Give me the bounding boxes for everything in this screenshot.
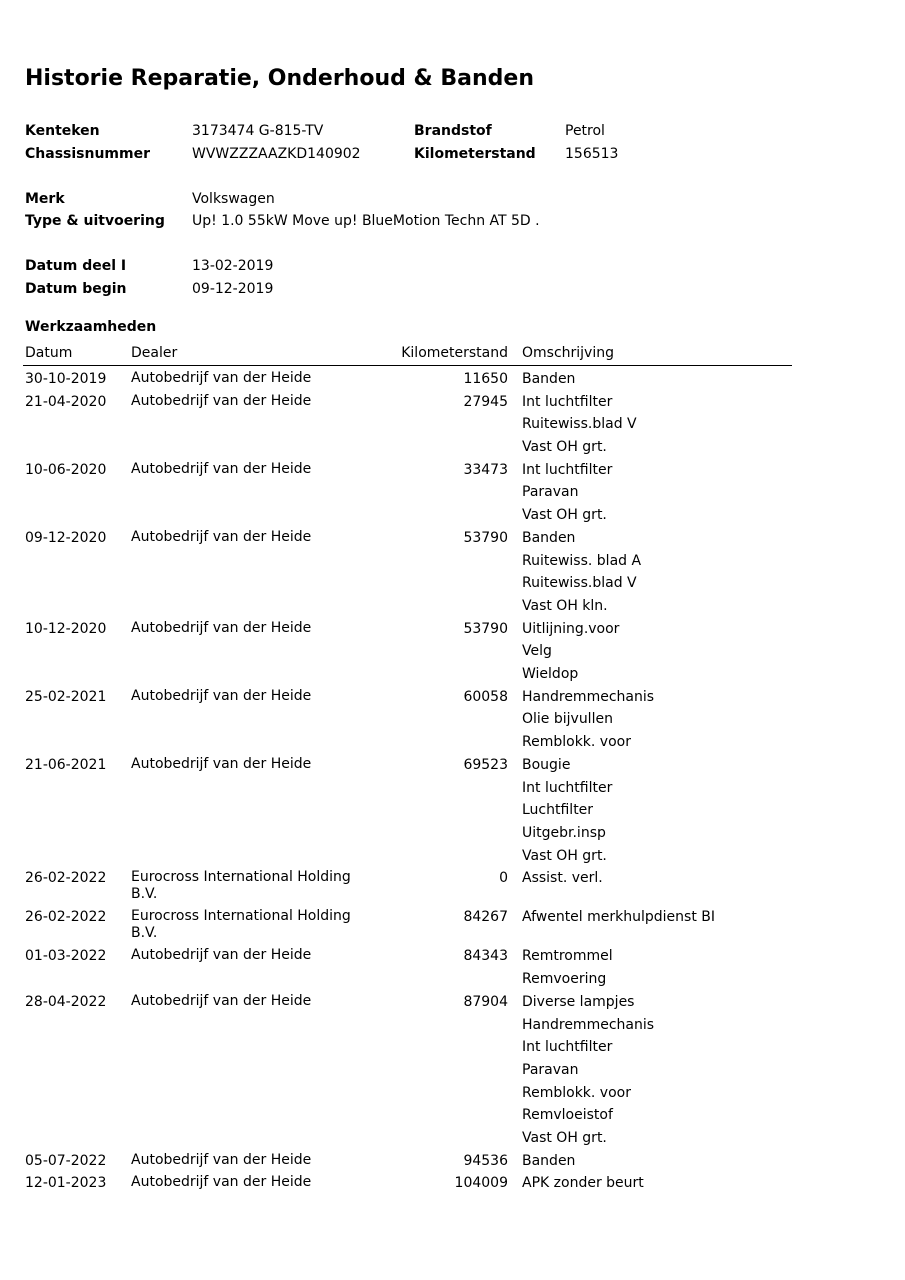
omschrijving-item: Diverse lampjes xyxy=(522,993,635,1010)
row-dealer: Autobedrijf van der Heide xyxy=(131,460,312,477)
row-date: 21-04-2020 xyxy=(25,393,107,410)
omschrijving-item: Uitlijning.voor xyxy=(522,620,620,637)
omschrijving-item: Luchtfilter xyxy=(522,802,594,819)
row-date: 25-02-2021 xyxy=(25,688,107,705)
omschrijving-item: Remvloeistof xyxy=(522,1107,613,1124)
omschrijving-item: Int luchtfilter xyxy=(522,461,613,478)
datum-begin-value: 09-12-2019 xyxy=(192,281,274,297)
table-row xyxy=(0,1150,905,1173)
omschrijving-item: Assist. verl. xyxy=(522,870,603,887)
kilometerstand-value: 156513 xyxy=(565,146,619,162)
row-date: 28-04-2022 xyxy=(25,993,107,1010)
row-omschrijving xyxy=(522,527,641,618)
omschrijving-item: Vast OH grt. xyxy=(522,1130,607,1147)
row-kilometerstand: 87904 xyxy=(463,993,508,1010)
datum-deel1-label: Datum deel I xyxy=(25,258,127,274)
table-row xyxy=(0,686,905,754)
row-omschrijving xyxy=(522,459,612,527)
omschrijving-item: Ruitewiss. blad A xyxy=(522,552,642,569)
table-row xyxy=(0,618,905,686)
omschrijving-item: Wieldop xyxy=(522,666,579,683)
row-date: 10-06-2020 xyxy=(25,461,107,478)
row-kilometerstand: 0 xyxy=(499,870,508,887)
row-kilometerstand: 84343 xyxy=(463,948,508,965)
row-date: 12-01-2023 xyxy=(25,1175,107,1192)
omschrijving-item: Remblokk. voor xyxy=(522,1084,631,1101)
table-row xyxy=(0,391,905,459)
row-kilometerstand: 11650 xyxy=(463,371,508,387)
merk-value: Volkswagen xyxy=(192,191,275,207)
merk-label: Merk xyxy=(25,191,65,207)
datum-deel1-value: 13-02-2019 xyxy=(192,258,274,274)
omschrijving-item: Int luchtfilter xyxy=(522,1039,613,1056)
omschrijving-item: Vast OH grt. xyxy=(522,847,607,864)
row-date: 10-12-2020 xyxy=(25,620,107,637)
row-omschrijving xyxy=(522,368,575,391)
row-dealer: Autobedrijf van der Heide xyxy=(131,392,312,409)
table-row xyxy=(0,754,905,868)
omschrijving-item: Olie bijvullen xyxy=(522,711,613,728)
row-kilometerstand: 84267 xyxy=(463,909,508,926)
omschrijving-item: Uitgebr.insp xyxy=(522,824,606,841)
omschrijving-item: Remtrommel xyxy=(522,948,613,965)
row-dealer: Autobedrijf van der Heide xyxy=(131,528,312,545)
row-dealer: Autobedrijf van der Heide xyxy=(131,687,312,704)
row-omschrijving xyxy=(522,1172,644,1195)
datum-begin-label: Datum begin xyxy=(25,281,127,297)
row-kilometerstand: 60058 xyxy=(463,688,508,705)
chassis-label: Chassisnummer xyxy=(25,146,150,162)
row-date: 09-12-2020 xyxy=(25,529,107,546)
omschrijving-item: Banden xyxy=(522,1152,576,1169)
table-header xyxy=(0,345,905,367)
table-row xyxy=(0,991,905,1150)
row-dealer: Autobedrijf van der Heide xyxy=(131,1174,312,1191)
omschrijving-item: Ruitewiss.blad V xyxy=(522,575,637,592)
row-dealer: Autobedrijf van der Heide xyxy=(131,992,312,1009)
omschrijving-item: Velg xyxy=(522,643,552,660)
row-omschrijving xyxy=(522,1150,575,1173)
omschrijving-item: Paravan xyxy=(522,1061,579,1078)
row-date: 05-07-2022 xyxy=(25,1152,107,1169)
omschrijving-item: Bougie xyxy=(522,756,571,773)
omschrijving-item: Int luchtfilter xyxy=(522,779,613,796)
omschrijving-item: Afwentel merkhulpdienst BI xyxy=(522,909,716,926)
row-date: 26-02-2022 xyxy=(25,909,107,926)
table-row xyxy=(0,527,905,618)
type-label: Type & uitvoering xyxy=(25,213,165,229)
column-kilometerstand: Kilometerstand xyxy=(401,345,508,361)
table-row xyxy=(0,459,905,527)
type-value: Up! 1.0 55kW Move up! BlueMotion Techn AT 5D . xyxy=(192,213,540,229)
omschrijving-item: Handremmechanis xyxy=(522,688,655,705)
omschrijving-item: Int luchtfilter xyxy=(522,393,613,410)
page-title: Historie Reparatie, Onderhoud & Banden xyxy=(25,66,534,91)
chassis-value: WVWZZZAAZKD140902 xyxy=(192,146,361,162)
table-row xyxy=(0,945,905,990)
kenteken-value: 3173474 G-815-TV xyxy=(192,123,324,139)
row-omschrijving xyxy=(522,686,654,754)
row-omschrijving xyxy=(522,391,637,459)
omschrijving-item: APK zonder beurt xyxy=(522,1175,644,1192)
table-row xyxy=(0,368,905,391)
row-date: 30-10-2019 xyxy=(25,371,107,387)
row-dealer: Eurocross International Holding B.V. xyxy=(131,908,351,942)
row-kilometerstand: 94536 xyxy=(463,1152,508,1169)
row-dealer: Autobedrijf van der Heide xyxy=(131,1151,312,1168)
column-omschrijving: Omschrijving xyxy=(522,345,614,361)
omschrijving-item: Vast OH grt. xyxy=(522,439,607,456)
row-dealer: Eurocross International Holding B.V. xyxy=(131,869,351,903)
row-date: 21-06-2021 xyxy=(25,756,107,773)
omschrijving-item: Vast OH kln. xyxy=(522,597,608,614)
omschrijving-item: Ruitewiss.blad V xyxy=(522,416,637,433)
row-omschrijving xyxy=(522,991,654,1150)
omschrijving-item: Remblokk. voor xyxy=(522,734,631,751)
row-kilometerstand: 104009 xyxy=(454,1175,508,1192)
row-omschrijving xyxy=(522,906,715,929)
table-row xyxy=(0,906,905,945)
column-datum: Datum xyxy=(25,345,73,361)
row-dealer: Autobedrijf van der Heide xyxy=(131,619,312,636)
omschrijving-item: Banden xyxy=(522,371,576,387)
work-table-body xyxy=(0,368,905,1195)
row-dealer: Autobedrijf van der Heide xyxy=(131,947,312,964)
row-dealer: Autobedrijf van der Heide xyxy=(131,370,312,386)
omschrijving-item: Vast OH grt. xyxy=(522,507,607,524)
omschrijving-item: Banden xyxy=(522,529,576,546)
brandstof-value: Petrol xyxy=(565,123,605,139)
column-dealer: Dealer xyxy=(131,345,178,361)
row-omschrijving xyxy=(522,945,613,990)
row-omschrijving xyxy=(522,618,619,686)
row-omschrijving xyxy=(522,867,603,890)
row-kilometerstand: 33473 xyxy=(463,461,508,478)
row-date: 01-03-2022 xyxy=(25,948,107,965)
row-kilometerstand: 69523 xyxy=(463,756,508,773)
row-date: 26-02-2022 xyxy=(25,870,107,887)
row-omschrijving xyxy=(522,754,612,868)
werkzaamheden-heading: Werkzaamheden xyxy=(25,319,157,335)
table-row xyxy=(0,867,905,906)
row-kilometerstand: 27945 xyxy=(463,393,508,410)
row-kilometerstand: 53790 xyxy=(463,620,508,637)
row-dealer: Autobedrijf van der Heide xyxy=(131,755,312,772)
omschrijving-item: Handremmechanis xyxy=(522,1016,655,1033)
kenteken-label: Kenteken xyxy=(25,123,100,139)
header-divider xyxy=(23,365,792,366)
omschrijving-item: Paravan xyxy=(522,484,579,501)
kilometerstand-label: Kilometerstand xyxy=(414,146,536,162)
omschrijving-item: Remvoering xyxy=(522,971,607,988)
table-row xyxy=(0,1172,905,1195)
brandstof-label: Brandstof xyxy=(414,123,492,139)
row-kilometerstand: 53790 xyxy=(463,529,508,546)
